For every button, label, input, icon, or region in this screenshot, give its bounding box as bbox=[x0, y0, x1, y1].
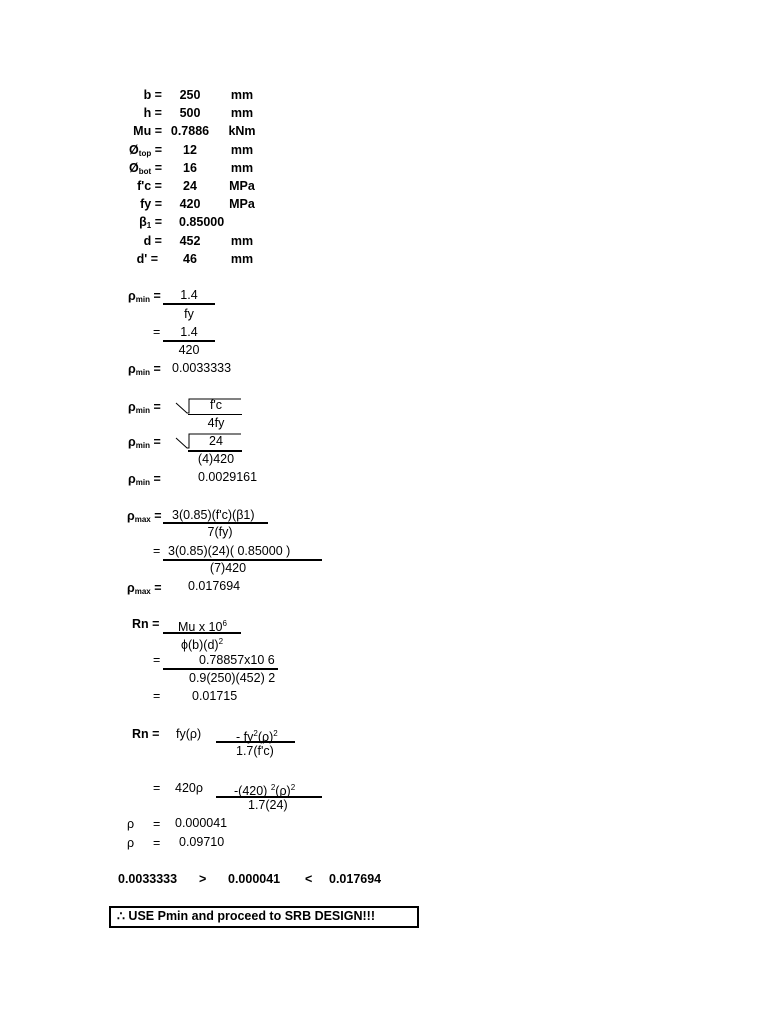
rhomin-label: $\rho_{min}$ = bbox=[128, 435, 161, 450]
fraction-bar bbox=[188, 414, 242, 415]
root-value-2: 0.09710 bbox=[179, 835, 225, 849]
unit-otop: mm bbox=[230, 143, 254, 157]
rn-label: Rn = bbox=[132, 617, 160, 631]
rn-den: $\phi(b)(d)^2$ bbox=[181, 637, 224, 652]
fraction-bar bbox=[163, 340, 215, 342]
rn-den2: 0.9(250)(452) 2 bbox=[189, 671, 276, 685]
unit-h: mm bbox=[230, 106, 254, 120]
rhomin-num2: 1.4 bbox=[180, 325, 198, 339]
label-mu: Mu = bbox=[133, 124, 162, 138]
unit-obot: mm bbox=[230, 161, 254, 175]
rhomax-result-label: $\rho_{max}$ = bbox=[127, 581, 162, 596]
conclusion-box bbox=[109, 906, 419, 928]
fraction-bar bbox=[163, 522, 268, 524]
rhomin2-result: 0.0029161 bbox=[198, 470, 258, 484]
equals-sign: = bbox=[153, 781, 161, 795]
rhomax-label: $\rho_{max}$ = bbox=[127, 509, 162, 524]
value-d: 452 bbox=[179, 234, 201, 248]
label-fy: fy = bbox=[140, 197, 162, 211]
rn-label: Rn = bbox=[132, 727, 160, 741]
label-fc: f'c = bbox=[137, 179, 162, 193]
rn-num: Mu x $10^6$ bbox=[178, 619, 227, 634]
unit-fy: MPa bbox=[229, 197, 255, 211]
conclusion-text: ∴ USE Pmin and proceed to SRB DESIGN!!! bbox=[117, 909, 375, 923]
rhomin-den: fy bbox=[184, 307, 194, 321]
fraction-bar bbox=[216, 741, 295, 743]
rhomin-num: 1.4 bbox=[180, 288, 198, 302]
rhomax-result: 0.017694 bbox=[188, 579, 241, 593]
rhomin-label: $\rho_{min}$ = bbox=[128, 289, 161, 304]
rn-num2: 0.78857x10 6 bbox=[199, 653, 275, 667]
equals-sign: = bbox=[153, 325, 161, 339]
rhomin-den2: 420 bbox=[178, 343, 200, 357]
comparison-rho: 0.000041 bbox=[228, 872, 281, 886]
rn2-term1: fy(ρ) bbox=[176, 727, 202, 741]
label-beta1: $\beta_1$ = bbox=[139, 215, 162, 230]
equals-sign: = bbox=[153, 817, 161, 831]
value-otop: 12 bbox=[183, 143, 197, 157]
unit-d: mm bbox=[230, 234, 254, 248]
value-h: 500 bbox=[179, 106, 201, 120]
rn2-den: 1.7(f'c) bbox=[236, 744, 274, 758]
rhomax-num2: 3(0.85)(24)( 0.85000 ) bbox=[168, 544, 291, 558]
unit-mu: kNm bbox=[228, 124, 256, 138]
equals-sign: = bbox=[153, 689, 161, 703]
rhomax-num: 3(0.85)(f'c)(β1) bbox=[172, 508, 255, 522]
equals-sign: = bbox=[153, 544, 161, 558]
label-d: d = bbox=[143, 234, 162, 248]
fraction-bar bbox=[163, 668, 278, 670]
rn2-term1b: 420ρ bbox=[175, 781, 203, 795]
rhomax-den: 7(fy) bbox=[207, 525, 233, 539]
comparison-rhomin: 0.0033333 bbox=[118, 872, 178, 886]
label-otop: $Ø_{top}$ = bbox=[129, 143, 162, 158]
equals-sign: = bbox=[153, 836, 161, 850]
equals-sign: = bbox=[153, 653, 161, 667]
value-fy: 420 bbox=[179, 197, 201, 211]
value-fc: 24 bbox=[183, 179, 197, 193]
label-b: b = bbox=[143, 88, 162, 102]
root-symbol: ρ bbox=[127, 836, 135, 850]
rhomin2-den2: (4)420 bbox=[197, 452, 235, 466]
comparison-rhomax: 0.017694 bbox=[329, 872, 382, 886]
value-dprime: 46 bbox=[183, 252, 197, 266]
rhomin2-den: 4fy bbox=[207, 416, 225, 430]
rhomin2-num2: 24 bbox=[209, 434, 223, 448]
fraction-bar bbox=[163, 303, 215, 305]
label-dprime: d' = bbox=[136, 252, 158, 266]
root-symbol: ρ bbox=[127, 817, 135, 831]
unit-b: mm bbox=[230, 88, 254, 102]
rhomin-label: $\rho_{min}$ = bbox=[128, 400, 161, 415]
rhomax-den2: (7)420 bbox=[209, 561, 247, 575]
rn2-num2: -(420) $^2(\rho)^2$ bbox=[234, 783, 296, 798]
label-h: h = bbox=[143, 106, 162, 120]
unit-dprime: mm bbox=[230, 252, 254, 266]
label-obot: $Ø_{bot}$ = bbox=[129, 161, 162, 176]
rn2-num: - $fy^2(\rho)^2$ bbox=[236, 729, 278, 744]
value-obot: 16 bbox=[183, 161, 197, 175]
rhomin-result-label: $\rho_{min}$ = bbox=[128, 472, 161, 487]
rn2-den2: 1.7(24) bbox=[248, 798, 288, 812]
unit-fc: MPa bbox=[229, 179, 255, 193]
root-value-1: 0.000041 bbox=[175, 816, 228, 830]
value-mu: 0.7886 bbox=[170, 124, 210, 138]
rhomin-result: 0.0033333 bbox=[172, 361, 232, 375]
comparison-op-gt: > bbox=[199, 872, 207, 886]
value-beta1: 0.85000 bbox=[179, 215, 225, 229]
rhomin-result-label: $\rho_{min}$ = bbox=[128, 362, 161, 377]
rn-result: 0.01715 bbox=[192, 689, 238, 703]
comparison-op-lt: < bbox=[305, 872, 313, 886]
value-b: 250 bbox=[179, 88, 201, 102]
rhomin2-num: f'c bbox=[209, 398, 223, 412]
